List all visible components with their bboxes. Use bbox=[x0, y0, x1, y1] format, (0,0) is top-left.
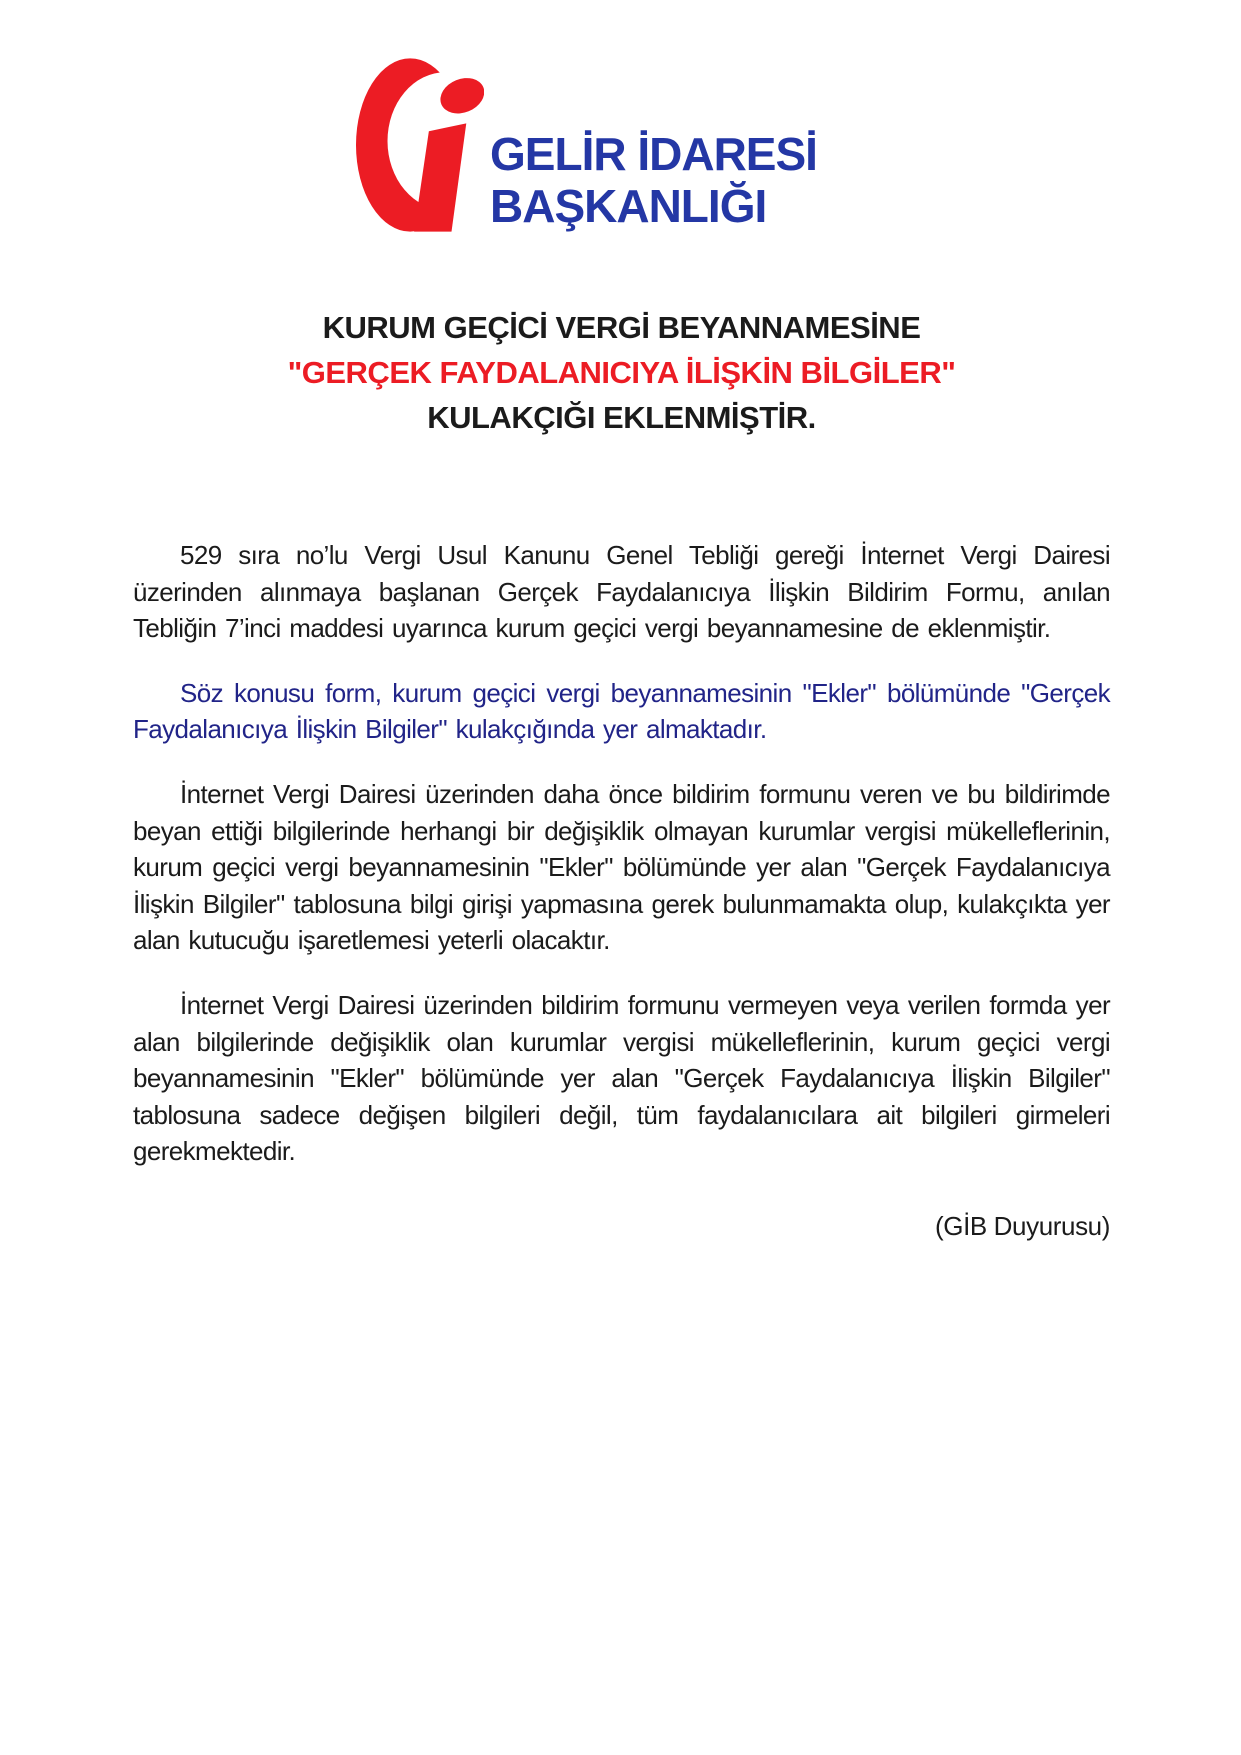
gib-i-mark-icon bbox=[356, 56, 484, 234]
paragraph-4: İnternet Vergi Dairesi üzerinden bildirim formunu vermeyen veya verilen formda yer alan bilgilerinde değişiklik olan kurumlar vergisi mükelleflerinin, kurum geçici vergi beyannamesinin "Ekler" bölümünde yer alan "Gerçek Faydalanıcıya İlişkin Bilgiler" tablosuna sadece değişen bilgileri değil, tüm faydalanıcılara ait bilgileri girmeleri gerekmektedir. bbox=[133, 989, 1110, 1167]
paragraph-3: İnternet Vergi Dairesi üzerinden daha önce bildirim formunu veren ve bu bildirimde beyan ettiği bilgilerinde herhangi bir değişiklik olmayan kurumlar vergisi mükelleflerinin, kurum geçici vergi beyannamesinin "Ekler" bölümünde yer alan "Gerçek Faydalanıcıya İlişkin Bilgiler" tablosuna bilgi girişi yapmasına gerek bulunmamakta olup, kulakçıkta yer alan kutucuğu işaretlemesi yeterli olacaktır. bbox=[133, 778, 1110, 956]
title-line-1: KURUM GEÇİCİ VERGİ BEYANNAMESİNE bbox=[322, 310, 921, 345]
gib-logo-line2: BAŞKANLIĞI bbox=[490, 180, 767, 232]
paragraph-1: 529 sıra no’lu Vergi Usul Kanunu Genel Tebliği gereği İnternet Vergi Dairesi üzerinden alınmaya başlanan Gerçek Faydalanıcıya İlişkin Bildirim Formu, anılan Tebliğin 7’inci maddesi uyarınca kurum geçici vergi beyannamesine de eklenmiştir. bbox=[133, 540, 1110, 644]
announcement-body bbox=[133, 537, 1110, 1245]
announcement-title bbox=[133, 305, 1110, 440]
gib-logo bbox=[133, 56, 1110, 234]
gib-logo-line1: GELİR İDARESİ bbox=[490, 128, 817, 180]
signature-line: (GİB Duyurusu) bbox=[934, 1210, 1110, 1241]
paragraph-2: Söz konusu form, kurum geçici vergi beyannamesinin "Ekler" bölümünde "Gerçek Faydalanıcıya İlişkin Bilgiler" kulakçığında yer almaktadır. bbox=[133, 677, 1110, 745]
title-line-2: "GERÇEK FAYDALANICIYA İLİŞKİN BİLGİLER" bbox=[287, 355, 956, 390]
title-line-3: KULAKÇIĞI EKLENMİŞTİR. bbox=[427, 400, 816, 435]
gib-logo-wordmark bbox=[490, 128, 817, 232]
